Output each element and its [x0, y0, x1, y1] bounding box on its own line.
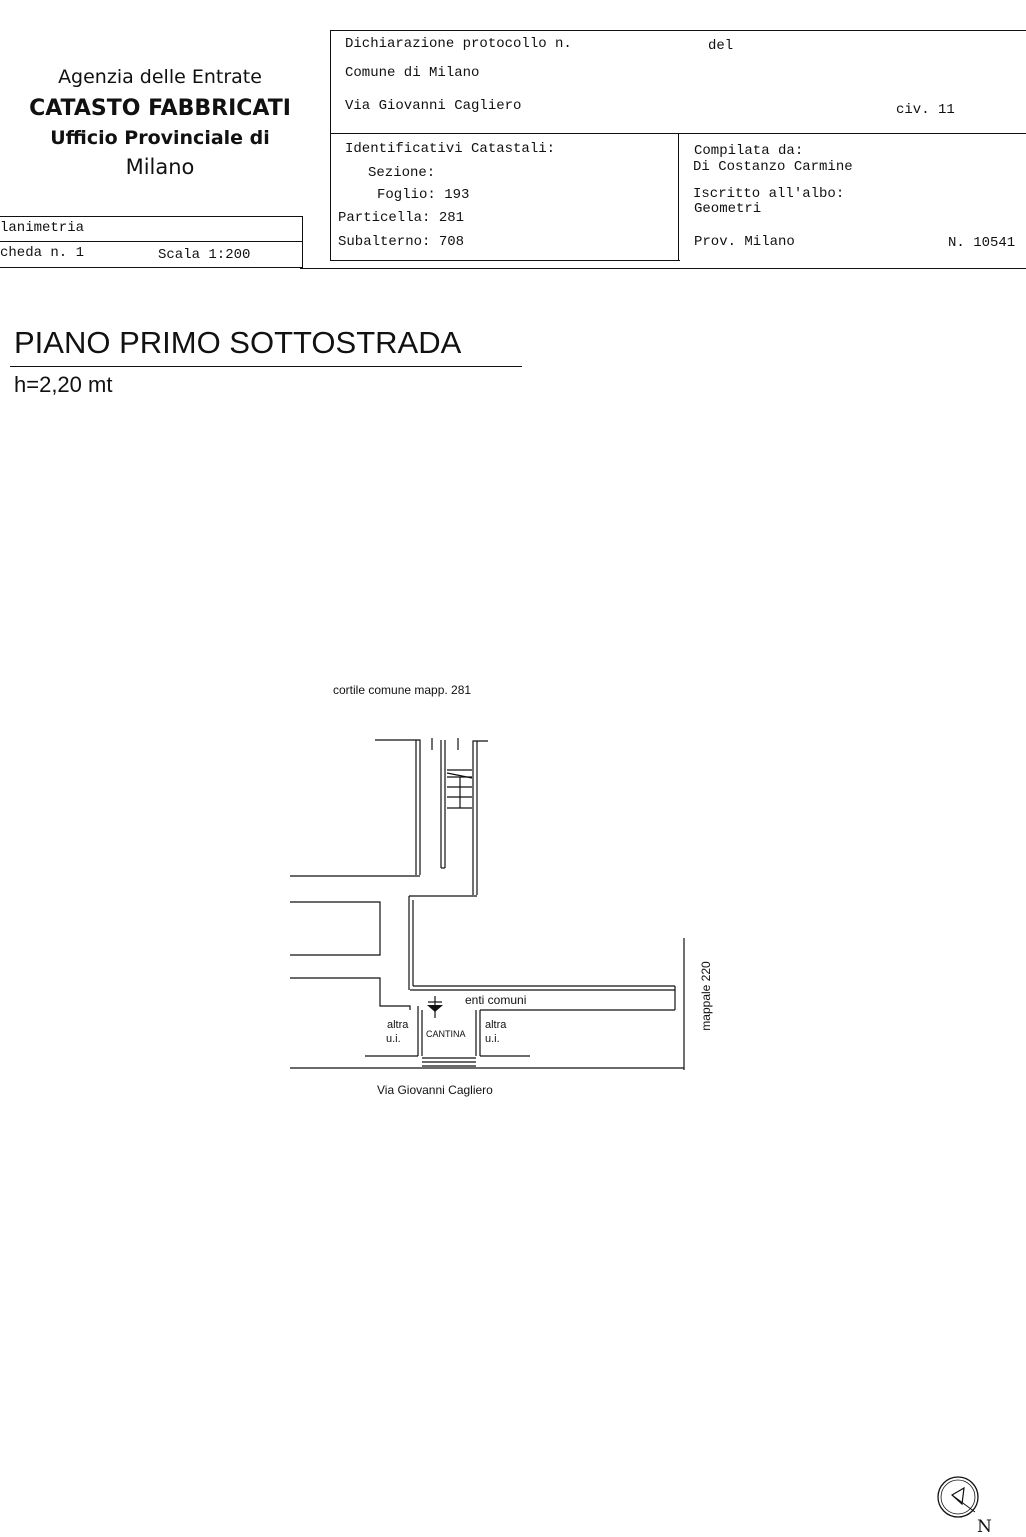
subalterno-label: Subalterno: 708	[338, 234, 465, 250]
ufficio-label: Ufficio Provinciale di	[50, 127, 270, 149]
del-label: del	[708, 38, 734, 54]
floor-title: PIANO PRIMO SOTTOSTRADA	[14, 325, 462, 360]
scheda-label: cheda n. 1	[0, 245, 85, 261]
ufficio-city: Milano	[125, 155, 195, 179]
scala-label: Scala 1:200	[158, 247, 251, 263]
agency-name: Agenzia delle Entrate	[58, 66, 262, 88]
dichiarazione-label: Dichiarazione protocollo n.	[345, 36, 572, 52]
identificativi-title: Identificativi Catastali:	[345, 141, 556, 157]
particella-label: Particella: 281	[338, 210, 465, 226]
altra-ui-left-label-1: altra	[387, 1019, 409, 1031]
comune-label: Comune di Milano	[345, 65, 480, 81]
albo-number: N. 10541	[948, 235, 1016, 251]
civ-label: civ. 11	[896, 102, 955, 118]
albo-value: Geometri	[694, 201, 762, 217]
catasto-title: CATASTO FABBRICATI	[29, 96, 291, 121]
via-label: Via Giovanni Cagliero	[345, 98, 522, 114]
altra-ui-left-label-2: u.i.	[386, 1033, 401, 1045]
cantina-label: CANTINA	[426, 1029, 466, 1039]
iscritto-label: Iscritto all'albo:	[693, 186, 845, 202]
floor-height: h=2,20 mt	[14, 372, 113, 397]
planimetria-title: lanimetria	[0, 220, 85, 236]
compilata-title: Compilata da:	[694, 143, 804, 159]
compilatore-name: Di Costanzo Carmine	[693, 159, 853, 175]
sezione-label: Sezione:	[368, 165, 436, 181]
altra-ui-right-label-2: u.i.	[485, 1033, 500, 1045]
foglio-label: Foglio: 193	[377, 187, 470, 203]
via-street-label: Via Giovanni Cagliero	[377, 1083, 493, 1097]
cortile-label: cortile comune mapp. 281	[333, 683, 472, 697]
enti-comuni-label: enti comuni	[465, 993, 527, 1007]
provincia-label: Prov. Milano	[694, 234, 795, 250]
mappale-label: mappale 220	[699, 961, 713, 1031]
altra-ui-right-label-1: altra	[485, 1019, 507, 1031]
north-label: N	[977, 1517, 992, 1537]
